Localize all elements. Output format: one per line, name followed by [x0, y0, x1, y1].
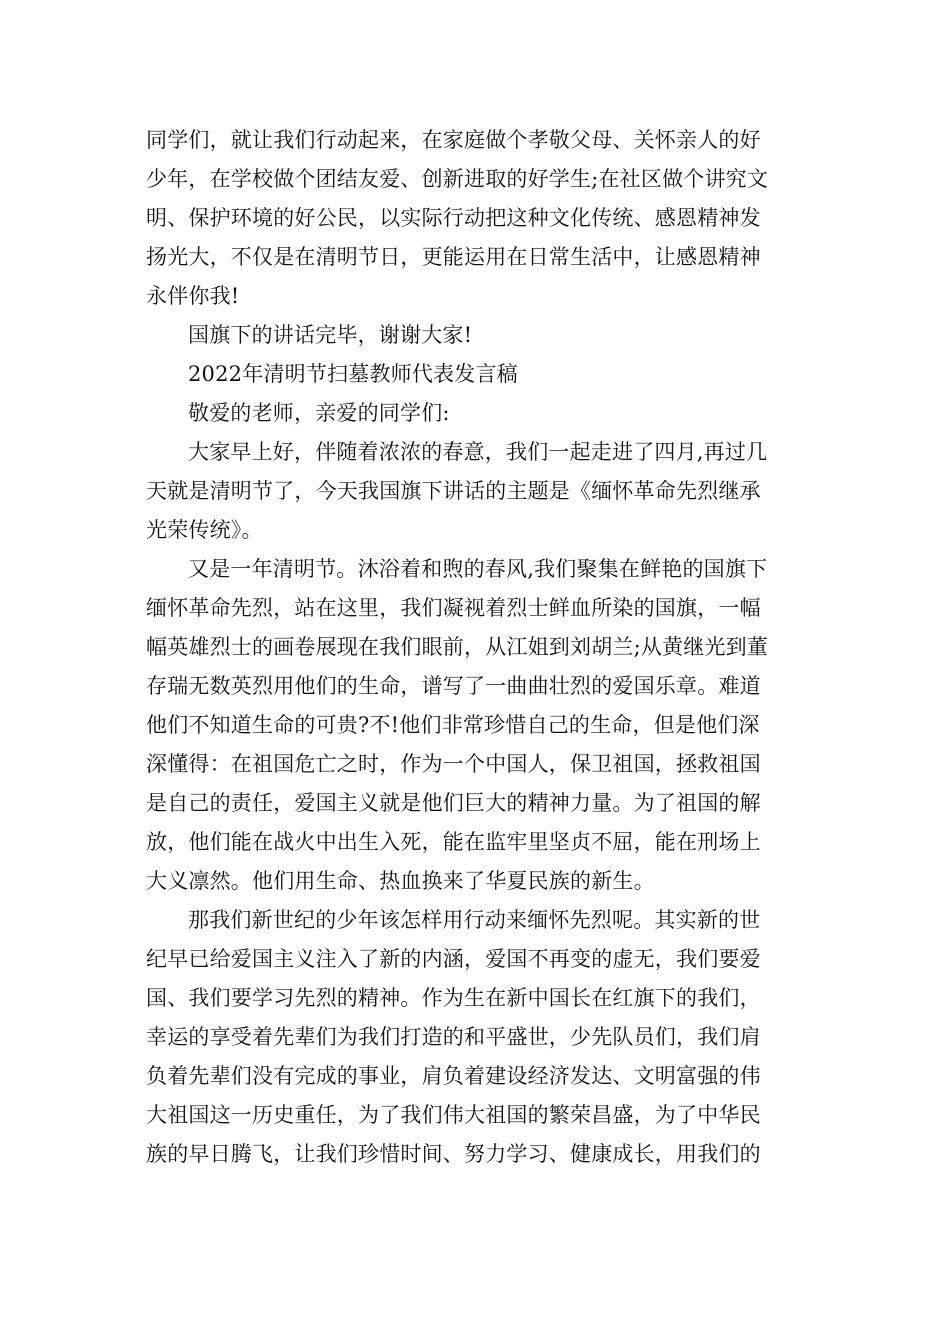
section-title: 2022年清明节扫墓教师代表发言稿 [188, 362, 518, 386]
text-line: 负着先辈们没有完成的事业，肩负着建设经济发达、文明富强的伟 [146, 1064, 761, 1088]
text-line: 国、我们要学习先烈的精神。作为生在新中国长在红旗下的我们， [146, 986, 761, 1010]
text-line: 永伴你我! [146, 284, 240, 308]
text-line: 是自己的责任，爱国主义就是他们巨大的精神力量。为了祖国的解 [146, 791, 761, 815]
text-line: 少年，在学校做个团结友爱、创新进取的好学生;在社区做个讲究文 [146, 167, 769, 191]
text-line: 深懂得：在祖国危亡之时，作为一个中国人，保卫祖国，拯救祖国 [146, 752, 761, 776]
text-line: 存瑞无数英烈用他们的生命，谱写了一曲曲壮烈的爱国乐章。难道 [146, 674, 761, 698]
text-line: 扬光大，不仅是在清明节日，更能运用在日常生活中，让感恩精神 [146, 245, 761, 269]
text-line: 那我们新世纪的少年该怎样用行动来缅怀先烈呢。其实新的世 [188, 908, 761, 932]
text-line: 幅英雄烈士的画卷展现在我们眼前，从江姐到刘胡兰;从黄继光到董 [146, 635, 769, 659]
text-line: 幸运的享受着先辈们为我们打造的和平盛世，少先队员们，我们肩 [146, 1025, 761, 1049]
text-line: 缅怀革命先烈，站在这里，我们凝视着烈士鲜血所染的国旗，一幅 [146, 596, 761, 620]
text-line: 光荣传统》。 [146, 518, 263, 542]
text-line: 又是一年清明节。沐浴着和煦的春风,我们聚集在鲜艳的国旗下 [188, 557, 768, 581]
text-line: 大义凛然。他们用生命、热血换来了华夏民族的新生。 [146, 869, 655, 893]
text-line: 族的早日腾飞，让我们珍惜时间、努力学习、健康成长，用我们的 [146, 1142, 761, 1166]
text-line: 同学们，就让我们行动起来，在家庭做个孝敬父母、关怀亲人的好 [146, 128, 761, 152]
text-line: 天就是清明节了，今天我国旗下讲话的主题是《缅怀革命先烈继承 [146, 479, 761, 503]
text-line: 纪早已给爱国主义注入了新的内涵，爱国不再变的虚无，我们要爱 [146, 947, 761, 971]
text-line: 大祖国这一历史重任，为了我们伟大祖国的繁荣昌盛，为了中华民 [146, 1103, 761, 1127]
text-line: 他们不知道生命的可贵?不!他们非常珍惜自己的生命，但是他们深 [146, 713, 760, 737]
text-line: 放，他们能在战火中出生入死，能在监牢里坚贞不屈，能在刑场上 [146, 830, 761, 854]
text-line: 国旗下的讲话完毕，谢谢大家! [188, 323, 473, 347]
text-line: 明、保护环境的好公民，以实际行动把这种文化传统、感恩精神发 [146, 206, 761, 230]
text-line: 大家早上好，伴随着浓浓的春意，我们一起走进了四月,再过几 [188, 440, 768, 464]
salutation: 敬爱的老师，亲爱的同学们: [188, 401, 450, 425]
